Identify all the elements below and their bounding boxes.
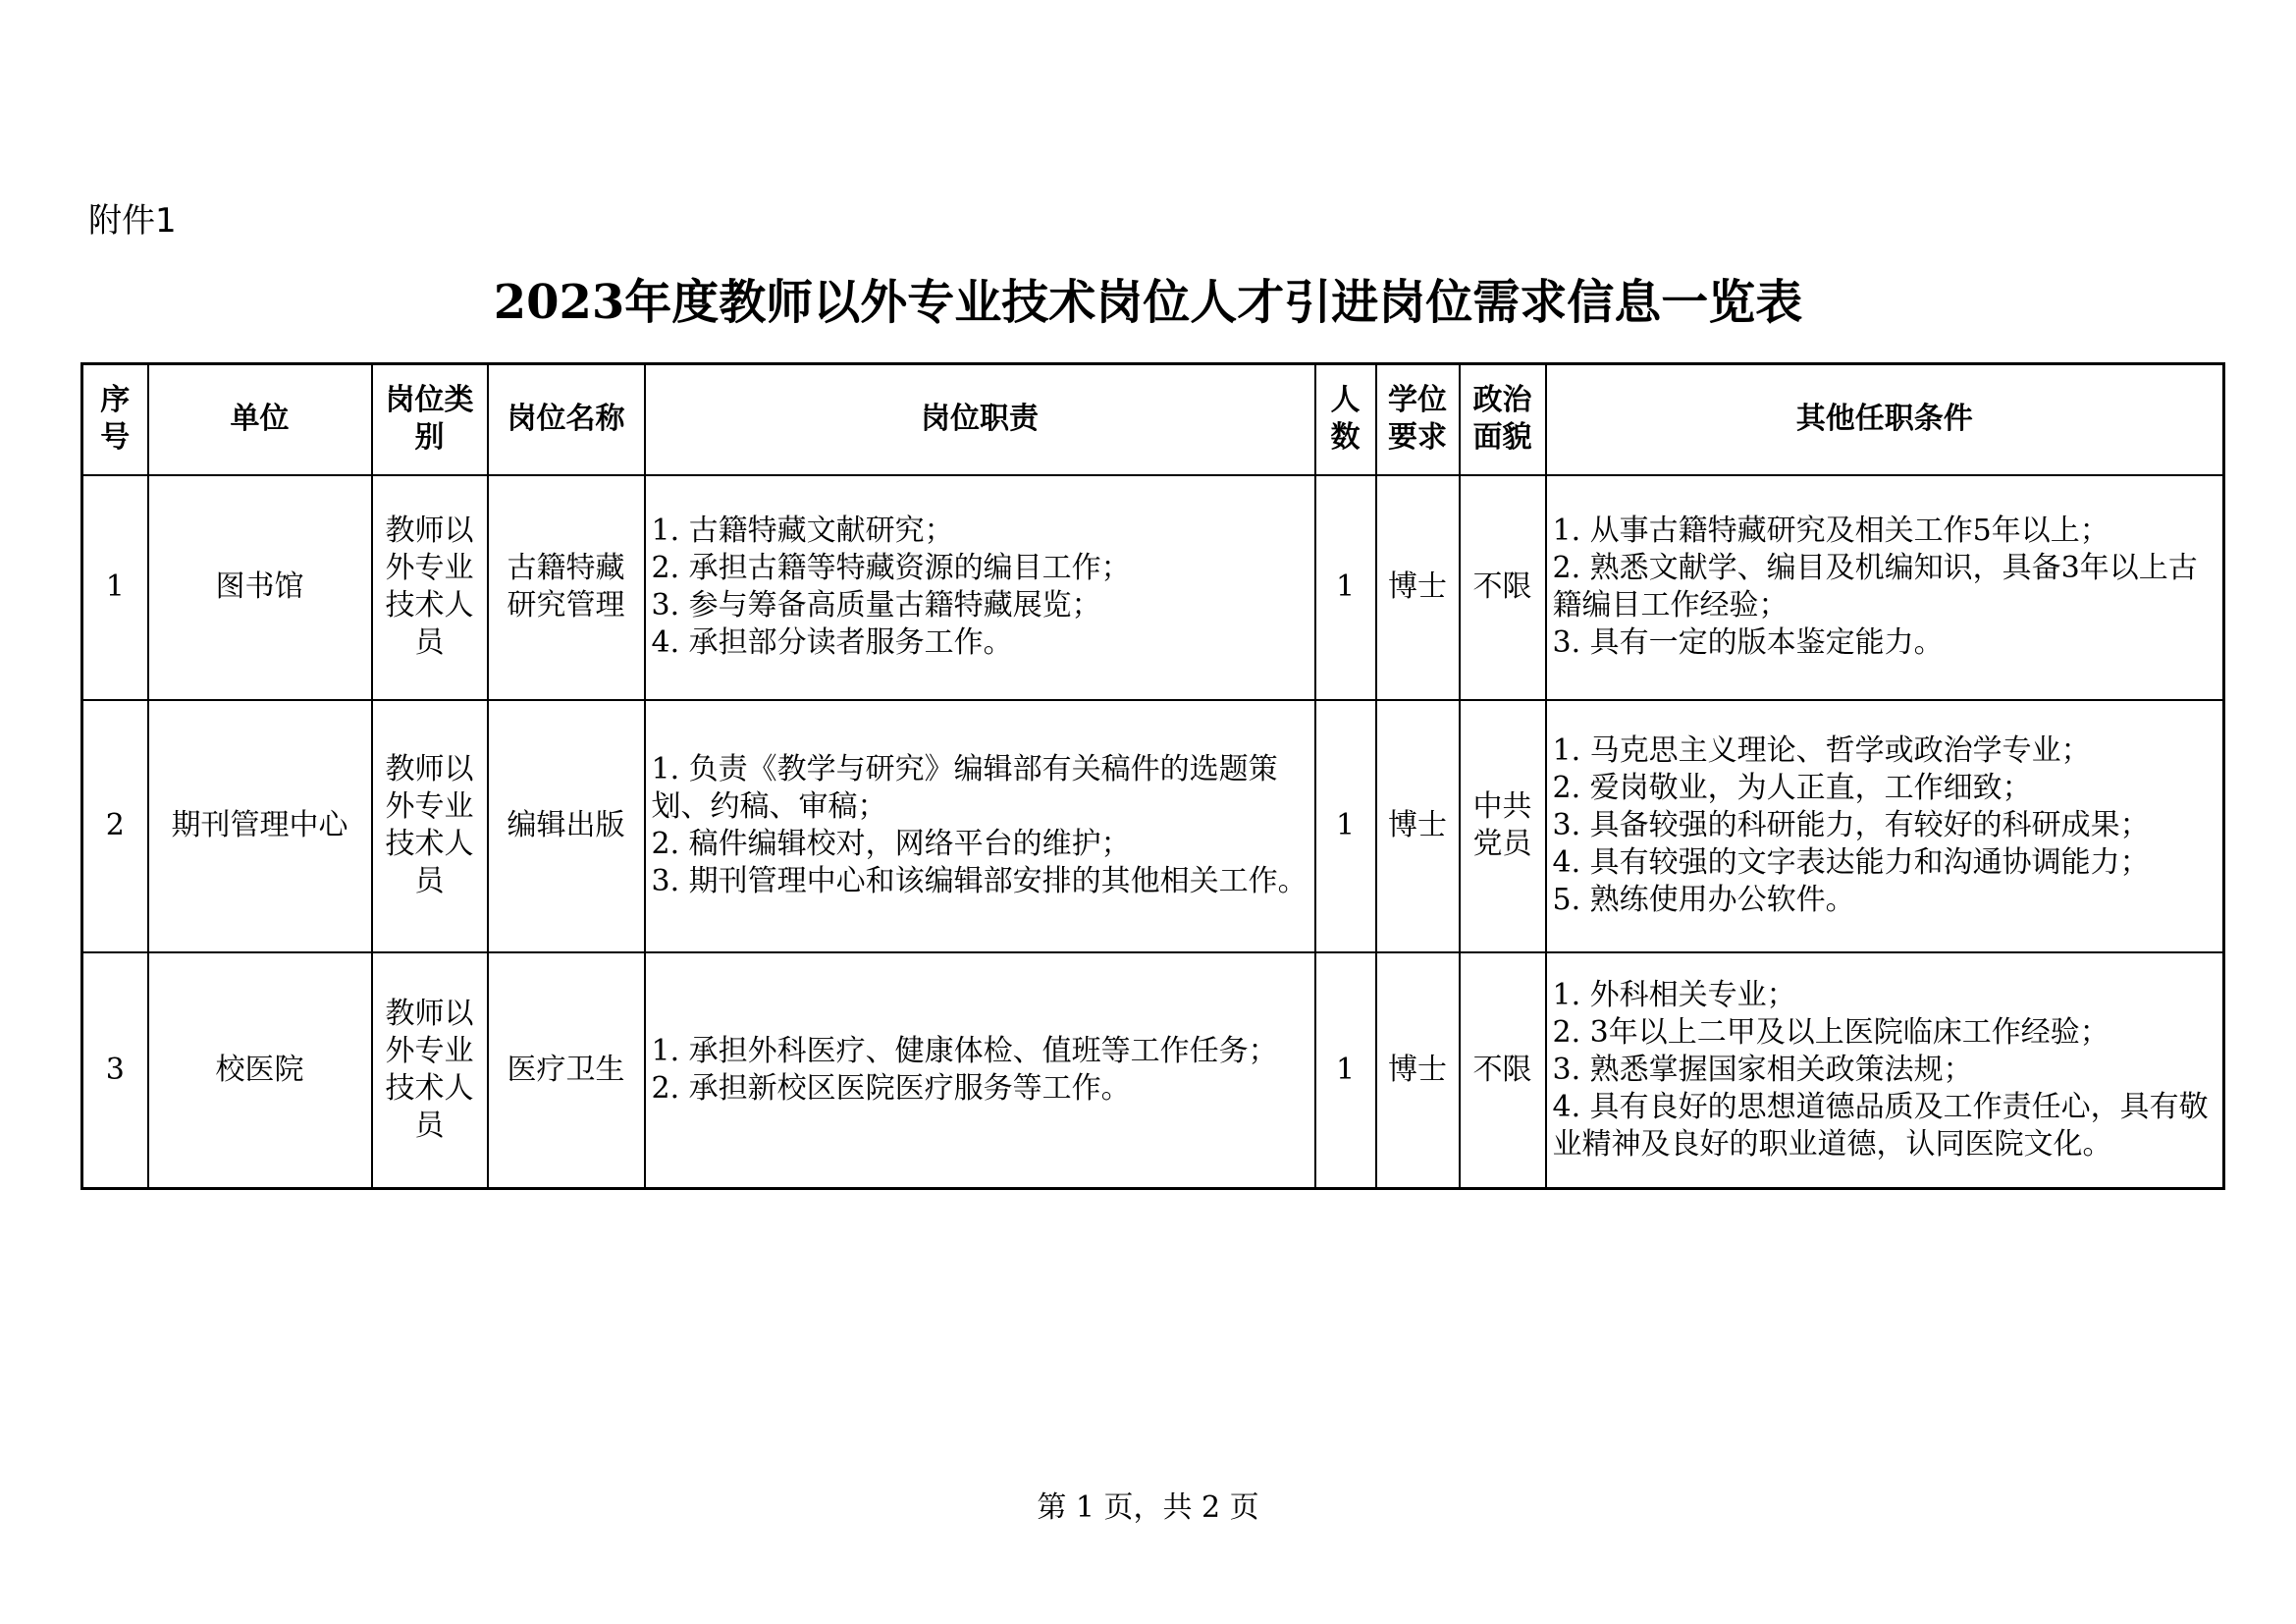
cell-count: 1 <box>1315 475 1376 700</box>
cell-category: 教师以外专业技术人员 <box>372 700 488 952</box>
cell-seq: 3 <box>82 952 148 1189</box>
job-requirements-table <box>80 362 2225 1190</box>
header-degree: 学位要求 <box>1376 364 1460 475</box>
duty-item: 2. 承担新校区医院医疗服务等工作。 <box>651 1070 1131 1106</box>
cell-unit: 校医院 <box>148 952 372 1189</box>
condition-item: 5. 熟练使用办公软件。 <box>1552 883 1855 917</box>
condition-item: 1. 从事古籍特藏研究及相关工作5年以上； <box>1552 514 2109 548</box>
cell-political: 不限 <box>1460 952 1546 1189</box>
condition-item: 2. 爱岗敬业，为人正直，工作细致； <box>1552 771 2032 805</box>
header-post-name: 岗位名称 <box>488 364 645 475</box>
cell-post-name: 编辑出版 <box>488 700 645 952</box>
condition-item: 4. 具有良好的思想道德品质及工作责任心，具有敬业精神及良好的职业道德，认同医院文化。 <box>1552 1089 2209 1162</box>
cell-count: 1 <box>1315 952 1376 1189</box>
duty-item: 1. 古籍特藏文献研究； <box>651 514 954 548</box>
cell-duties <box>645 700 1315 952</box>
duty-item: 4. 承担部分读者服务工作。 <box>651 625 1013 660</box>
cell-conditions <box>1546 700 2224 952</box>
table-row <box>82 475 2224 700</box>
cell-political: 不限 <box>1460 475 1546 700</box>
condition-item: 3. 具备较强的科研能力，有较好的科研成果； <box>1552 808 2150 842</box>
cell-category: 教师以外专业技术人员 <box>372 952 488 1189</box>
duty-item: 1. 负责《教学与研究》编辑部有关稿件的选题策划、约稿、审稿； <box>651 752 1278 824</box>
cell-duties <box>645 475 1315 700</box>
cell-degree: 博士 <box>1376 700 1460 952</box>
header-political: 政治面貌 <box>1460 364 1546 475</box>
cell-conditions <box>1546 952 2224 1189</box>
header-duties: 岗位职责 <box>645 364 1315 475</box>
duty-item: 3. 期刊管理中心和该编辑部安排的其他相关工作。 <box>651 864 1308 898</box>
table-row <box>82 952 2224 1189</box>
condition-item: 1. 外科相关专业； <box>1552 977 1796 1012</box>
cell-unit: 图书馆 <box>148 475 372 700</box>
cell-degree: 博士 <box>1376 952 1460 1189</box>
cell-conditions <box>1546 475 2224 700</box>
condition-item: 3. 熟悉掌握国家相关政策法规； <box>1552 1052 1973 1087</box>
condition-item: 2. 熟悉文献学、编目及机编知识，具备3年以上古籍编目工作经验； <box>1552 551 2198 623</box>
cell-post-name: 医疗卫生 <box>488 952 645 1189</box>
cell-count: 1 <box>1315 700 1376 952</box>
table-row <box>82 700 2224 952</box>
duty-item: 1. 承担外科医疗、健康体检、值班等工作任务； <box>651 1033 1278 1068</box>
document-title: 2023年度教师以外专业技术岗位人才引进岗位需求信息一览表 <box>493 275 1803 330</box>
header-count: 人数 <box>1315 364 1376 475</box>
cell-post-name: 古籍特藏研究管理 <box>488 475 645 700</box>
cell-degree: 博士 <box>1376 475 1460 700</box>
attachment-label: 附件1 <box>88 201 177 241</box>
condition-item: 3. 具有一定的版本鉴定能力。 <box>1552 625 1944 660</box>
page-number: 第 1 页，共 2 页 <box>1037 1490 1259 1525</box>
header-seq: 序号 <box>82 364 148 475</box>
duty-item: 2. 稿件编辑校对，网络平台的维护； <box>651 827 1131 861</box>
cell-duties <box>645 952 1315 1189</box>
cell-unit: 期刊管理中心 <box>148 700 372 952</box>
header-unit: 单位 <box>148 364 372 475</box>
cell-category: 教师以外专业技术人员 <box>372 475 488 700</box>
table-header-row <box>82 364 2224 475</box>
condition-item: 1. 马克思主义理论、哲学或政治学专业； <box>1552 733 2091 768</box>
condition-item: 4. 具有较强的文字表达能力和沟通协调能力； <box>1552 845 2150 880</box>
cell-seq: 1 <box>82 475 148 700</box>
header-conditions: 其他任职条件 <box>1546 364 2224 475</box>
cell-seq: 2 <box>82 700 148 952</box>
cell-political: 中共党员 <box>1460 700 1546 952</box>
duty-item: 3. 参与筹备高质量古籍特藏展览； <box>651 588 1101 623</box>
header-category: 岗位类别 <box>372 364 488 475</box>
duty-item: 2. 承担古籍等特藏资源的编目工作； <box>651 551 1131 585</box>
condition-item: 2. 3年以上二甲及以上医院临床工作经验； <box>1552 1014 2109 1050</box>
